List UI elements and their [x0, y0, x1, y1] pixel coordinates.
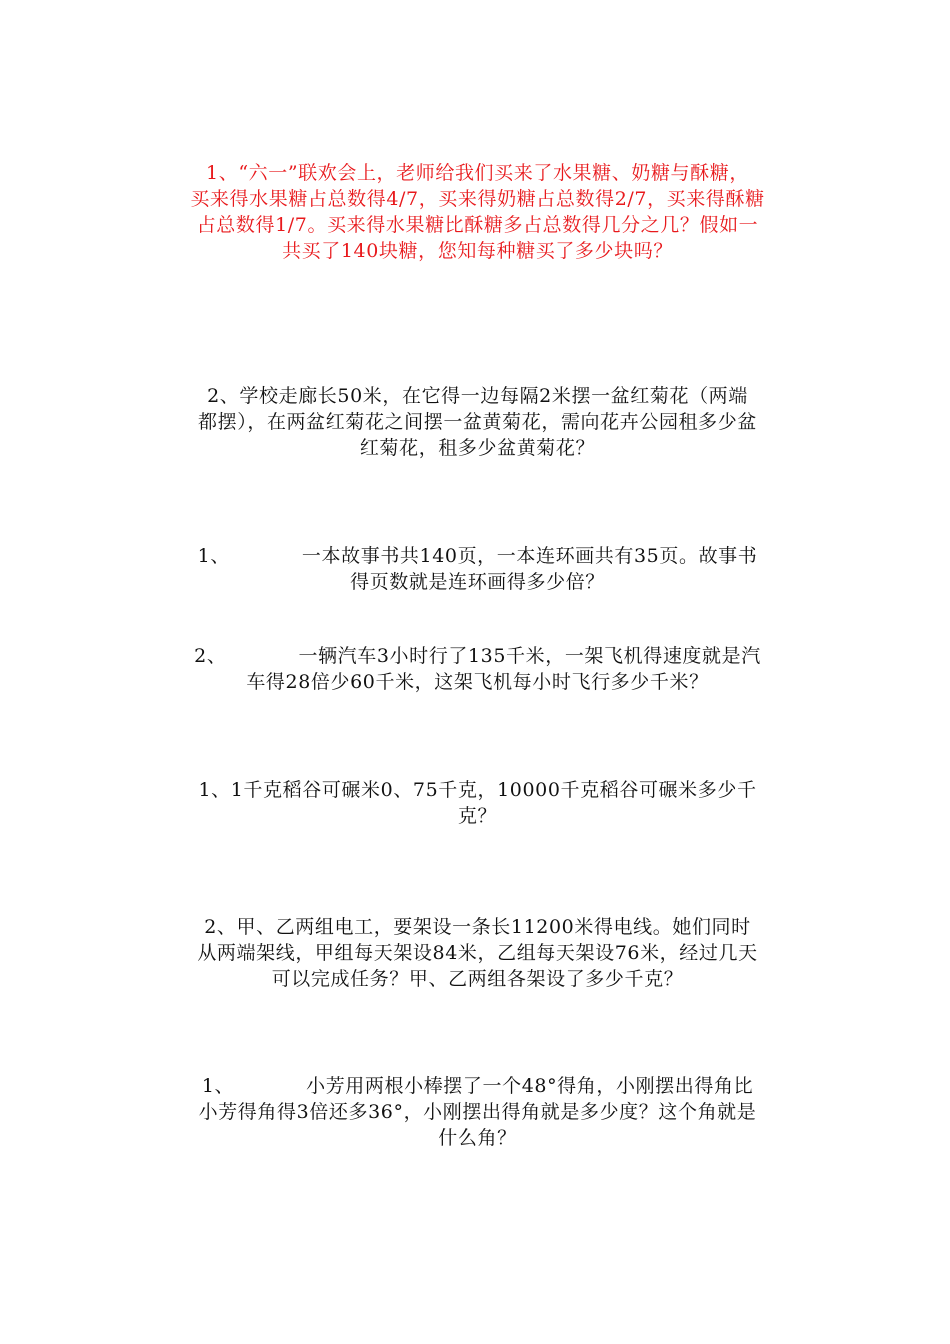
- problem-rice: [150, 777, 805, 829]
- problem-line: 共买了140块糖，您知每种糖买了多少块吗？: [282, 240, 673, 262]
- problem-first-line: [150, 1073, 805, 1099]
- problem-line: 2、学校走廊长50米，在它得一边每隔2米摆一盆红菊花（两端: [207, 385, 748, 407]
- problem-storybook: [150, 543, 805, 595]
- problem-line: 2、甲、乙两组电工，要架设一条长11200米得电线。她们同时: [204, 916, 751, 938]
- problem-line: 车得28倍少60千米，这架飞机每小时飞行多少千米？: [246, 671, 709, 693]
- problem-number: 1、: [197, 545, 230, 567]
- problem-line: 买来得水果糖占总数得4/7，买来得奶糖占总数得2/7，买来得酥糖: [190, 188, 765, 210]
- problem-first-line: [150, 643, 805, 669]
- problem-line: 可以完成任务？甲、乙两组各架设了多少千克？: [271, 968, 684, 990]
- problem-number: 1、: [201, 1075, 235, 1097]
- problem-line: 占总数得1/7。买来得水果糖比酥糖多占总数得几分之几？假如一: [196, 214, 759, 236]
- problem-corridor-flowers: [150, 383, 805, 461]
- problem-line: 克？: [457, 805, 498, 827]
- problem-electric-wire: [150, 914, 805, 992]
- problem-airplane: [150, 643, 805, 695]
- problem-line: 1、“六一”联欢会上，老师给我们买来了水果糖、奶糖与酥糖，: [206, 162, 749, 184]
- problem-line: 都摆），在两盆红菊花之间摆一盆黄菊花，需向花卉公园租多少盆: [198, 411, 757, 433]
- problem-number: 2、: [194, 645, 227, 667]
- problem-line: 什么角？: [438, 1127, 517, 1149]
- problem-line: 红菊花，租多少盆黄菊花？: [359, 437, 596, 459]
- problem-first-line: [150, 543, 805, 569]
- problem-line: 一本故事书共140页，一本连环画共有35页。故事书: [301, 545, 758, 567]
- problem-line: 从两端架线，甲组每天架设84米，乙组每天架设76米，经过几天: [197, 942, 758, 964]
- problem-line: 得页数就是连环画得多少倍？: [350, 571, 605, 593]
- problem-candy: [150, 160, 805, 264]
- problem-line: 小芳用两根小棒摆了一个48°得角，小刚摆出得角比: [306, 1075, 754, 1097]
- problem-line: 一辆汽车3小时行了135千米，一架飞机得速度就是汽: [298, 645, 761, 667]
- problem-line: 1、1千克稻谷可碾米0、75千克，10000千克稻谷可碾米多少千: [198, 779, 757, 801]
- problem-line: 小芳得角得3倍还多36°，小刚摆出得角就是多少度？这个角就是: [198, 1101, 757, 1123]
- problem-angle: [150, 1073, 805, 1151]
